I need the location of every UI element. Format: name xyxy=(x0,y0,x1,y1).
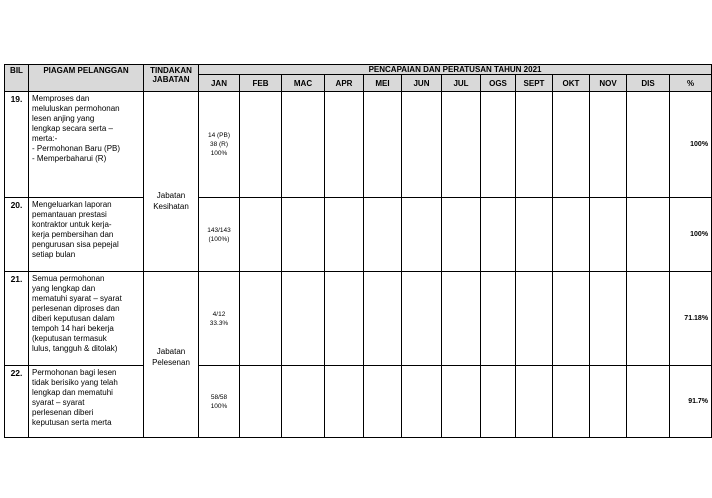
department-line: Jabatan xyxy=(156,347,186,356)
jan-value-line: 100% xyxy=(210,150,228,157)
month-cell xyxy=(442,272,481,366)
desc-line: - Permohonan Baru (PB) xyxy=(32,144,121,153)
desc-line: Mengeluarkan laporan xyxy=(32,200,112,209)
row-description xyxy=(29,92,144,198)
header-tindakan xyxy=(144,65,199,92)
month-cell xyxy=(516,272,553,366)
month-cell xyxy=(481,366,516,438)
desc-line: perlesenan diproses dan xyxy=(32,304,120,313)
jan-value-line: 38 (R) xyxy=(209,141,229,148)
month-cell xyxy=(282,366,325,438)
desc-line: Semua permohonan xyxy=(32,274,105,283)
header-month: MEI xyxy=(364,75,402,92)
header-percent: % xyxy=(670,75,712,92)
month-cell xyxy=(325,366,364,438)
month-cell xyxy=(402,92,442,198)
percent-value: 91.7% xyxy=(670,366,712,438)
desc-line: keputusan serta merta xyxy=(32,418,112,427)
header-month: SEPT xyxy=(516,75,553,92)
performance-table xyxy=(4,64,712,438)
jan-value-line: 58/58 xyxy=(210,393,228,401)
jan-value xyxy=(199,198,240,272)
row-description xyxy=(29,366,144,438)
desc-line: (keputusan termasuk xyxy=(32,334,107,343)
department-line: Kesihatan xyxy=(153,201,189,211)
desc-line: lengkap secara serta – xyxy=(32,124,113,133)
month-cell xyxy=(240,272,282,366)
desc-line: - Memperbaharui (R) xyxy=(32,154,107,163)
desc-line: Memproses dan xyxy=(32,94,90,103)
month-cell xyxy=(627,272,670,366)
header-pencapaian: PENCAPAIAN DAN PERATUSAN TAHUN 2021 xyxy=(199,65,712,75)
month-cell xyxy=(325,198,364,272)
header-month: OKT xyxy=(553,75,590,92)
table-row xyxy=(5,92,712,198)
month-cell xyxy=(282,92,325,198)
header-month: DIS xyxy=(627,75,670,92)
header-month: JAN xyxy=(199,75,240,92)
jan-value xyxy=(199,366,240,438)
desc-line: tidak berisiko yang telah xyxy=(32,378,118,387)
desc-line: yang lengkap dan xyxy=(32,284,96,293)
month-cell xyxy=(553,366,590,438)
month-cell xyxy=(516,366,553,438)
month-cell xyxy=(627,198,670,272)
row-description xyxy=(29,272,144,366)
month-cell xyxy=(516,92,553,198)
month-cell xyxy=(590,198,627,272)
desc-line: mematuhi syarat – syarat xyxy=(32,294,122,303)
jan-value-line: 143/143 xyxy=(207,226,231,234)
header-piagam: PIAGAM PELANGGAN xyxy=(29,65,144,92)
month-cell xyxy=(442,366,481,438)
header-month: APR xyxy=(325,75,364,92)
jan-value-line: (100%) xyxy=(208,235,230,243)
table-row xyxy=(5,272,712,366)
desc-line: setiap bulan xyxy=(32,250,76,259)
row-number: 20. xyxy=(5,198,29,272)
month-cell xyxy=(590,366,627,438)
desc-line: perlesenan diberi xyxy=(32,408,94,417)
jan-value-line: 4/12 xyxy=(212,310,226,318)
jan-value xyxy=(199,272,240,366)
jan-value xyxy=(199,92,240,198)
month-cell xyxy=(590,272,627,366)
month-cell xyxy=(442,198,481,272)
month-cell xyxy=(481,272,516,366)
month-cell xyxy=(364,198,402,272)
month-cell xyxy=(240,198,282,272)
header-month: NOV xyxy=(590,75,627,92)
month-cell xyxy=(553,198,590,272)
month-cell xyxy=(553,272,590,366)
month-cell xyxy=(282,272,325,366)
jan-value-line: 14 (PB) xyxy=(207,132,231,139)
month-cell xyxy=(590,92,627,198)
header-bil: BIL xyxy=(5,65,29,92)
month-cell xyxy=(364,272,402,366)
month-cell xyxy=(516,198,553,272)
month-cell xyxy=(364,366,402,438)
header-month: JUN xyxy=(402,75,442,92)
row-description xyxy=(29,198,144,272)
desc-line: Permohonan bagi lesen xyxy=(32,368,117,377)
month-cell xyxy=(402,272,442,366)
header-month: FEB xyxy=(240,75,282,92)
desc-line: pengurusan sisa pepejal xyxy=(32,240,119,249)
header-tindakan-line1: TINDAKAN xyxy=(150,66,192,75)
desc-line: tempoh 14 hari bekerja xyxy=(32,324,114,333)
department-cell xyxy=(144,92,199,272)
percent-value: 100% xyxy=(670,92,712,198)
row-number: 19. xyxy=(5,92,29,198)
department-line: Pelesenan xyxy=(152,358,190,367)
header-tindakan-line2: JABATAN xyxy=(152,75,190,84)
month-cell xyxy=(325,92,364,198)
month-cell xyxy=(402,366,442,438)
desc-line: kerja pembersihan dan xyxy=(32,230,114,239)
header-month: OGS xyxy=(481,75,516,92)
department-line: Jabatan xyxy=(156,190,186,200)
desc-line: lulus, tangguh & ditolak) xyxy=(32,344,118,353)
month-cell xyxy=(240,92,282,198)
department-cell xyxy=(144,272,199,438)
desc-line: merta:- xyxy=(32,134,58,143)
month-cell xyxy=(627,92,670,198)
desc-line: meluluskan permohonan xyxy=(32,104,120,113)
month-cell xyxy=(402,198,442,272)
month-cell xyxy=(481,92,516,198)
month-cell xyxy=(325,272,364,366)
table-row xyxy=(5,198,712,272)
desc-line: syarat – syarat xyxy=(32,398,85,407)
month-cell xyxy=(442,92,481,198)
month-cell xyxy=(282,198,325,272)
row-number: 21. xyxy=(5,272,29,366)
header-month: JUL xyxy=(442,75,481,92)
jan-value-line: 33.3% xyxy=(209,319,229,327)
desc-line: lesen anjing yang xyxy=(32,114,95,123)
desc-line: kontraktor untuk kerja- xyxy=(32,220,112,229)
month-cell xyxy=(481,198,516,272)
month-cell xyxy=(364,92,402,198)
month-cell xyxy=(240,366,282,438)
jan-value-line: 100% xyxy=(210,402,228,410)
percent-value: 71.18% xyxy=(670,272,712,366)
month-cell xyxy=(627,366,670,438)
percent-value: 100% xyxy=(670,198,712,272)
table-row xyxy=(5,366,712,438)
header-month: MAC xyxy=(282,75,325,92)
desc-line: lengkap dan mematuhi xyxy=(32,388,113,397)
desc-line: pemantauan prestasi xyxy=(32,210,107,219)
row-number: 22. xyxy=(5,366,29,438)
desc-line: diberi keputusan dalam xyxy=(32,314,115,323)
month-cell xyxy=(553,92,590,198)
